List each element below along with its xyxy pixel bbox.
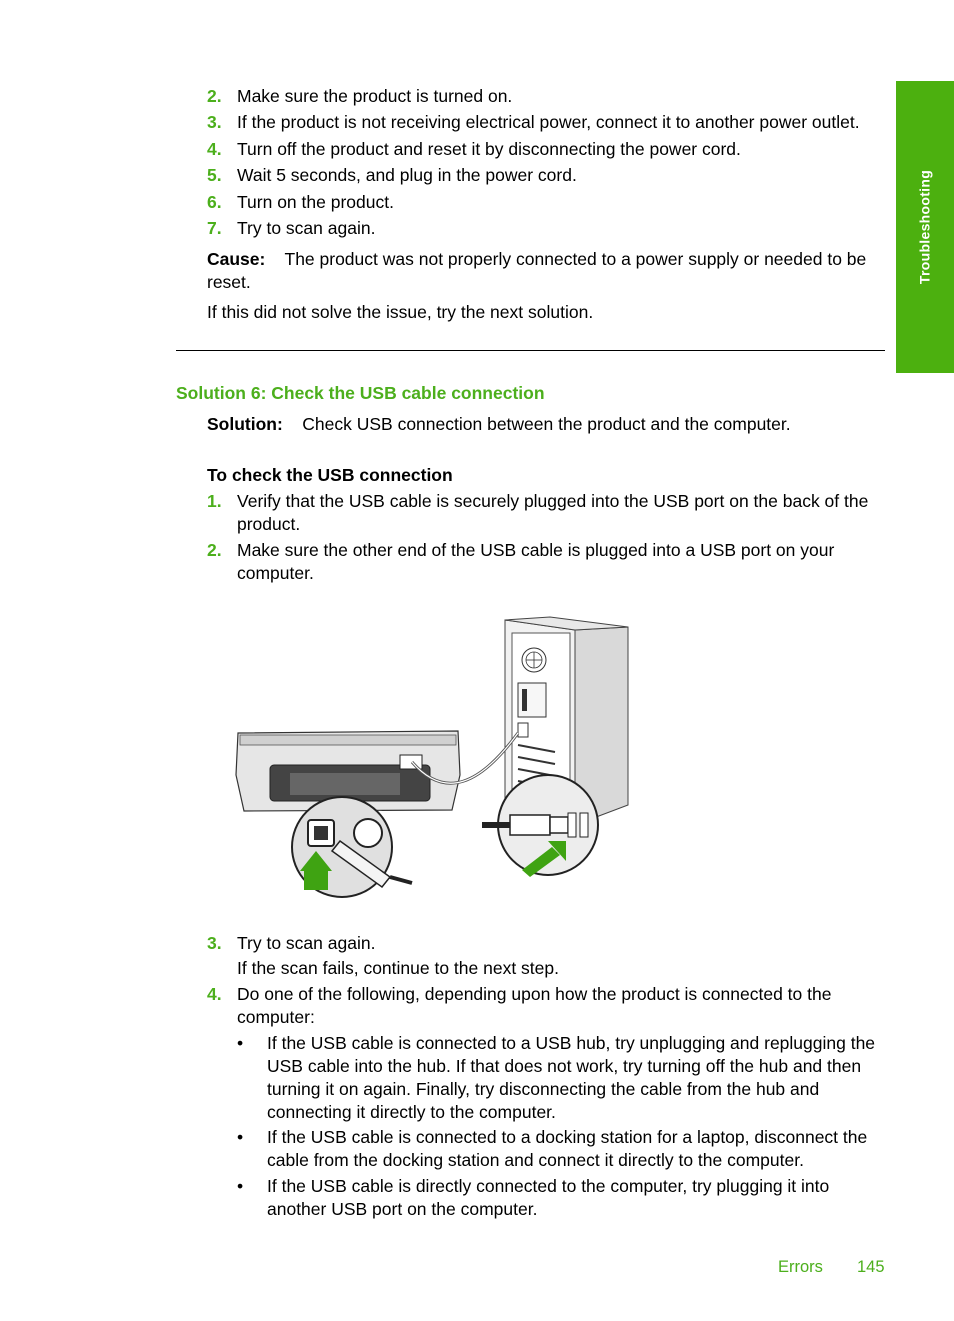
bullet-text: If the USB cable is connected to a docking station for a laptop, disconnect the cable from the docking station and connect it directly to the computer.	[267, 1127, 868, 1170]
step-text: Make sure the other end of the USB cable is plugged into a USB port on your computer.	[237, 540, 835, 583]
not-solved-text: If this did not solve the issue, try the next solution.	[207, 302, 594, 322]
step-5	[207, 164, 887, 187]
step-number: 5.	[207, 165, 222, 185]
step-3	[207, 111, 887, 134]
step-7	[207, 217, 887, 240]
step-text: Verify that the USB cable is securely plugged into the USB port on the back of the product.	[237, 491, 869, 534]
cause-label: Cause:	[207, 249, 266, 269]
procedure-title: To check the USB connection	[207, 465, 453, 485]
step-number: 4.	[207, 984, 222, 1004]
bullet-docking-station	[237, 1126, 887, 1172]
step-subtext: If the scan fails, continue to the next step.	[237, 958, 559, 978]
step-number: 2.	[207, 86, 222, 106]
step-text: Wait 5 seconds, and plug in the power cord.	[237, 165, 577, 185]
step-text: Try to scan again.	[237, 218, 376, 238]
usb-step-1	[207, 490, 887, 536]
up-arrow-icon	[304, 870, 328, 890]
solution-text: Check USB connection between the product and the computer.	[302, 414, 791, 434]
bullet-text: If the USB cable is connected to a USB hub, try unplugging and replugging the USB cable into the hub. If that does not work, try turning off the hub and then turning it on again. Finally, try disconnecting the cable from the hub and connecting it directly to the computer.	[267, 1033, 876, 1122]
usb-connection-illustration	[230, 615, 640, 900]
cause-paragraph	[207, 248, 887, 294]
step-4	[207, 138, 887, 161]
section-divider	[176, 350, 885, 351]
step-2	[207, 85, 887, 108]
solution-paragraph	[207, 413, 887, 436]
usb-step-2	[207, 539, 887, 585]
step-text: Turn on the product.	[237, 192, 394, 212]
bullet-icon: •	[237, 1127, 244, 1147]
bullet-icon: •	[237, 1033, 244, 1053]
page-number: 145	[857, 1258, 885, 1276]
solution-heading: Solution 6: Check the USB cable connection	[176, 383, 545, 403]
step-text: Make sure the product is turned on.	[237, 86, 513, 106]
step-6	[207, 191, 887, 214]
chapter-tab	[896, 81, 954, 373]
step-number: 7.	[207, 218, 222, 238]
step-number: 3.	[207, 112, 222, 132]
step-number: 6.	[207, 192, 222, 212]
solution-label: Solution:	[207, 414, 283, 434]
step-number: 3.	[207, 933, 222, 953]
step-number: 2.	[207, 540, 222, 560]
bullet-usb-hub	[237, 1032, 887, 1124]
bullet-text: If the USB cable is directly connected to the computer, try plugging it into another USB port on the computer.	[267, 1176, 830, 1219]
step-number: 4.	[207, 139, 222, 159]
bullet-icon: •	[237, 1176, 244, 1196]
usb-step-3	[207, 932, 887, 980]
step-text: If the product is not receiving electrical power, connect it to another power outlet.	[237, 112, 860, 132]
cause-text: The product was not properly connected to a power supply or needed to be reset.	[207, 249, 867, 292]
step-text: Try to scan again.	[237, 933, 376, 953]
step-text: Turn off the product and reset it by disconnecting the power cord.	[237, 139, 741, 159]
usb-step-4	[207, 983, 887, 1029]
step-number: 1.	[207, 491, 222, 511]
bullet-direct-connection	[237, 1175, 887, 1221]
chapter-tab-label: Troubleshooting	[916, 169, 933, 285]
footer-section: Errors	[778, 1258, 823, 1276]
step-text: Do one of the following, depending upon how the product is connected to the computer:	[237, 984, 832, 1027]
